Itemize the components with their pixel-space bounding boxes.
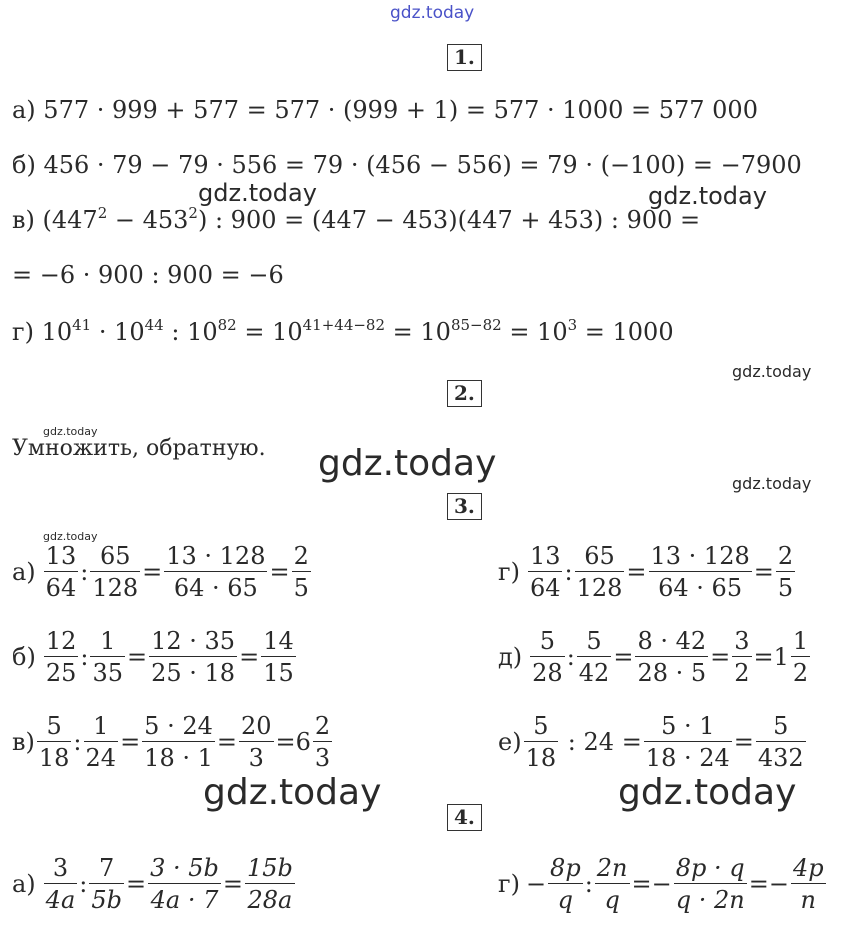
watermark: gdz.today — [618, 772, 797, 813]
section-number-2: 2. — [447, 380, 482, 407]
watermark: gdz.today — [198, 179, 317, 207]
task3-item-a: а) $\frac{13}{64}$ : $\frac{65}{128}$ = $\frac{13 \cdot 128}{64 \cdot 65}$ = $\frac{2}{5}$ — [12, 542, 309, 603]
task1-line-v: в) $(447^2 - 453^2)$ : 900 = (447 − 453)(447 + 453) : 900 = — [12, 204, 701, 234]
task4-item-a: а) $\frac{3}{4a}$ : $\frac{7}{5b}$ = $\frac{3 \cdot 5b}{4a \cdot 7}$ = $\frac{15b}{28a}$ — [12, 854, 293, 915]
task2-text: Умножить, обратную. — [12, 436, 266, 461]
task3-item-b: б) $\frac{12}{25}$ : $\frac{1}{35}$ = $\frac{12 \cdot 35}{25 \cdot 18}$ = $\frac{14}{15}$ — [12, 627, 294, 688]
watermark: gdz.today — [648, 182, 767, 210]
watermark: gdz.today — [732, 474, 812, 493]
task3-item-v: в) $\frac{5}{18}$ : $\frac{1}{24}$ = $\frac{5 \cdot 24}{18 \cdot 1}$ = $\frac{20}{3}$ = 6 $\frac{2}{3}$ — [12, 712, 331, 773]
task4-item-g: г) − $\frac{8p}{q}$ : $\frac{2n}{q}$ = − $\frac{8p \cdot q}{q \cdot 2n}$ = − $\frac{4p}{n}$ — [498, 854, 824, 915]
task3-item-g: г) $\frac{13}{64}$ : $\frac{65}{128}$ = $\frac{13 \cdot 128}{64 \cdot 65}$ = $\frac{2}{5}$ — [498, 542, 794, 603]
watermark: gdz.today — [43, 425, 98, 438]
task1-line-v2: = −6 · 900 : 900 = −6 — [12, 261, 284, 289]
task3-item-e: е) $\frac{5}{18}$ : 24 = $\frac{5 \cdot 1}{18 \cdot 24}$ = $\frac{5}{432}$ — [498, 712, 804, 773]
watermark: gdz.today — [732, 362, 812, 381]
section-number-4: 4. — [447, 804, 482, 831]
task1-line-g: г) $10^{41} \cdot 10^{44}$ : $10^{82} = 10^{41+44-82} = 10^{85-82} = 10^3 = 1000$ — [12, 316, 674, 346]
watermark: gdz.today — [43, 530, 98, 543]
task3-item-d: д) $\frac{5}{28}$ : $\frac{5}{42}$ = $\frac{8 \cdot 42}{28 \cdot 5}$ = $\frac{3}{2}$ = 1 $\frac{1}{2}$ — [498, 627, 809, 688]
watermark: gdz.today — [318, 443, 497, 484]
watermark: gdz.today — [203, 772, 382, 813]
section-number-1: 1. — [447, 44, 482, 71]
task1-line-b: б) 456 · 79 − 79 · 556 = 79 · (456 − 556) = 79 · (−100) = −7900 — [12, 151, 802, 179]
section-number-3: 3. — [447, 493, 482, 520]
task1-line-a: а) 577 · 999 + 577 = 577 · (999 + 1) = 577 · 1000 = 577 000 — [12, 96, 758, 124]
watermark-top: gdz.today — [390, 3, 475, 23]
